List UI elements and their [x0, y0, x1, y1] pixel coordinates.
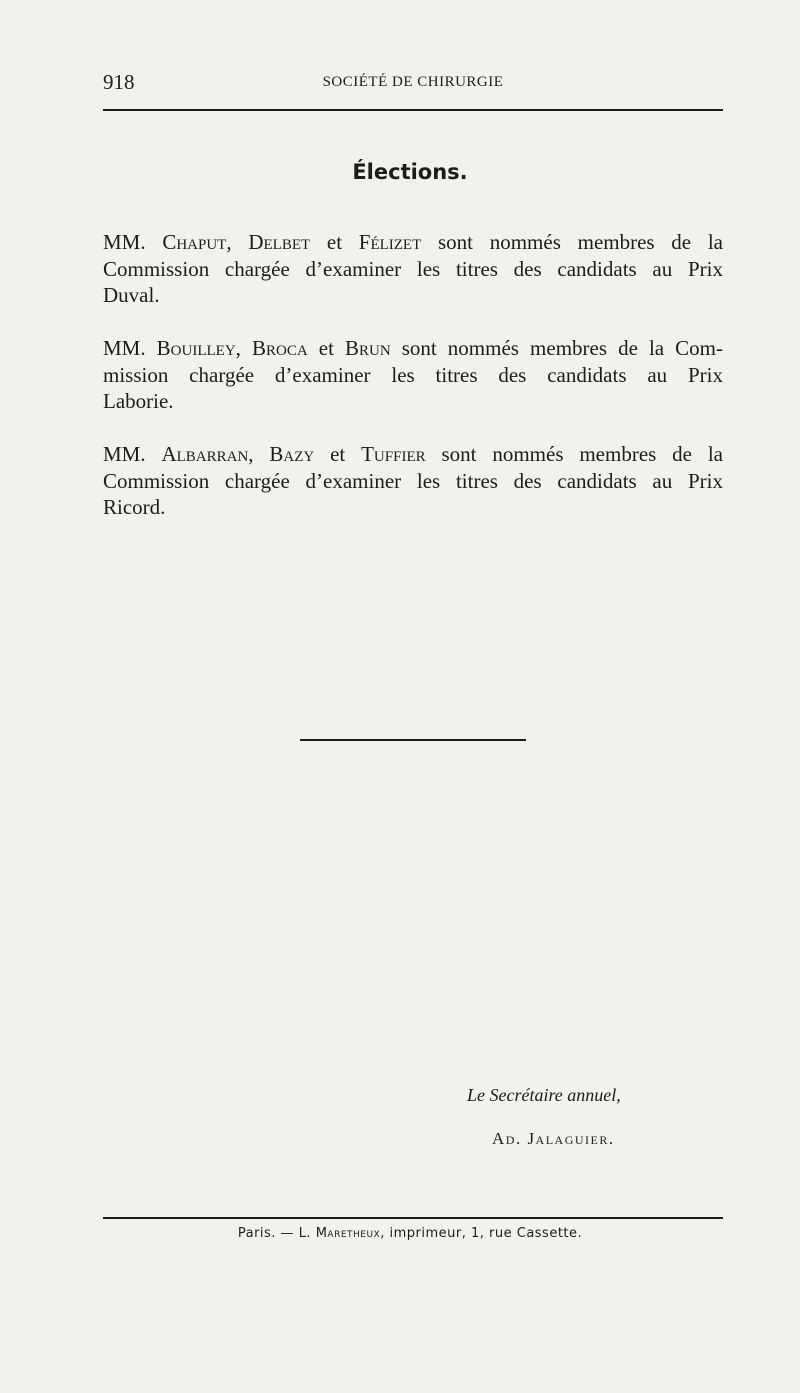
member-name: Chaput — [162, 230, 227, 254]
text-run: MM. — [103, 336, 157, 360]
paragraph-line: Commission chargée d’examiner les titres des candidats au Prix — [103, 256, 723, 281]
member-name: Broca — [252, 336, 308, 360]
paragraph-line: mission chargée d’examiner les titres des candidats au Prix — [103, 362, 723, 387]
text-run: et — [314, 442, 362, 466]
text-run: Paris. — L. — [237, 1226, 316, 1241]
paragraph-line — [103, 441, 723, 468]
member-name: Tuffier — [361, 442, 426, 466]
member-name: Albarran — [161, 442, 249, 466]
paragraph-ricord — [103, 441, 723, 521]
text-run: et — [310, 230, 359, 254]
page-number: 918 — [103, 70, 135, 94]
text-run: sont nommés membres de la — [421, 230, 724, 254]
printer-imprint — [100, 1226, 720, 1241]
text-run: , — [235, 336, 252, 360]
text-run: MM. — [103, 442, 162, 466]
paragraph-laborie — [103, 335, 723, 415]
section-heading: Élections. — [352, 160, 468, 184]
text-run: MM. — [103, 230, 163, 254]
signature-title: Le Secrétaire annuel, — [467, 1085, 621, 1105]
header-rule — [103, 109, 723, 111]
paragraph-line: Ricord. — [103, 495, 166, 519]
text-run: , — [248, 442, 270, 466]
printer-name: Maretheux — [315, 1226, 381, 1241]
text-run: , imprimeur, 1, rue Cassette. — [380, 1226, 583, 1241]
member-name: Bazy — [269, 442, 315, 466]
text-run: sont nommés membres de la — [425, 442, 723, 466]
member-name: Delbet — [248, 230, 311, 254]
member-name: Bouilley — [156, 336, 236, 360]
member-name: Brun — [344, 336, 391, 360]
paragraph-line — [103, 335, 723, 362]
page-header — [103, 70, 723, 94]
paragraph-line: Duval. — [103, 283, 160, 307]
paragraph-duval — [103, 229, 723, 309]
text-run: et — [307, 336, 345, 360]
text-run: sont nommés membres de la Com- — [390, 336, 724, 360]
paragraph-line — [103, 229, 723, 256]
paragraph-line: Commission chargée d’examiner les titres des candidats au Prix — [103, 468, 723, 493]
signature-name: Ad. Jalaguier. — [492, 1129, 615, 1148]
member-name: Félizet — [358, 230, 422, 254]
running-title: SOCIÉTÉ DE CHIRURGIE — [322, 74, 504, 90]
text-run: , — [226, 230, 249, 254]
footer-rule — [103, 1217, 723, 1219]
paragraph-line: Laborie. — [103, 389, 174, 413]
section-divider — [300, 739, 526, 741]
